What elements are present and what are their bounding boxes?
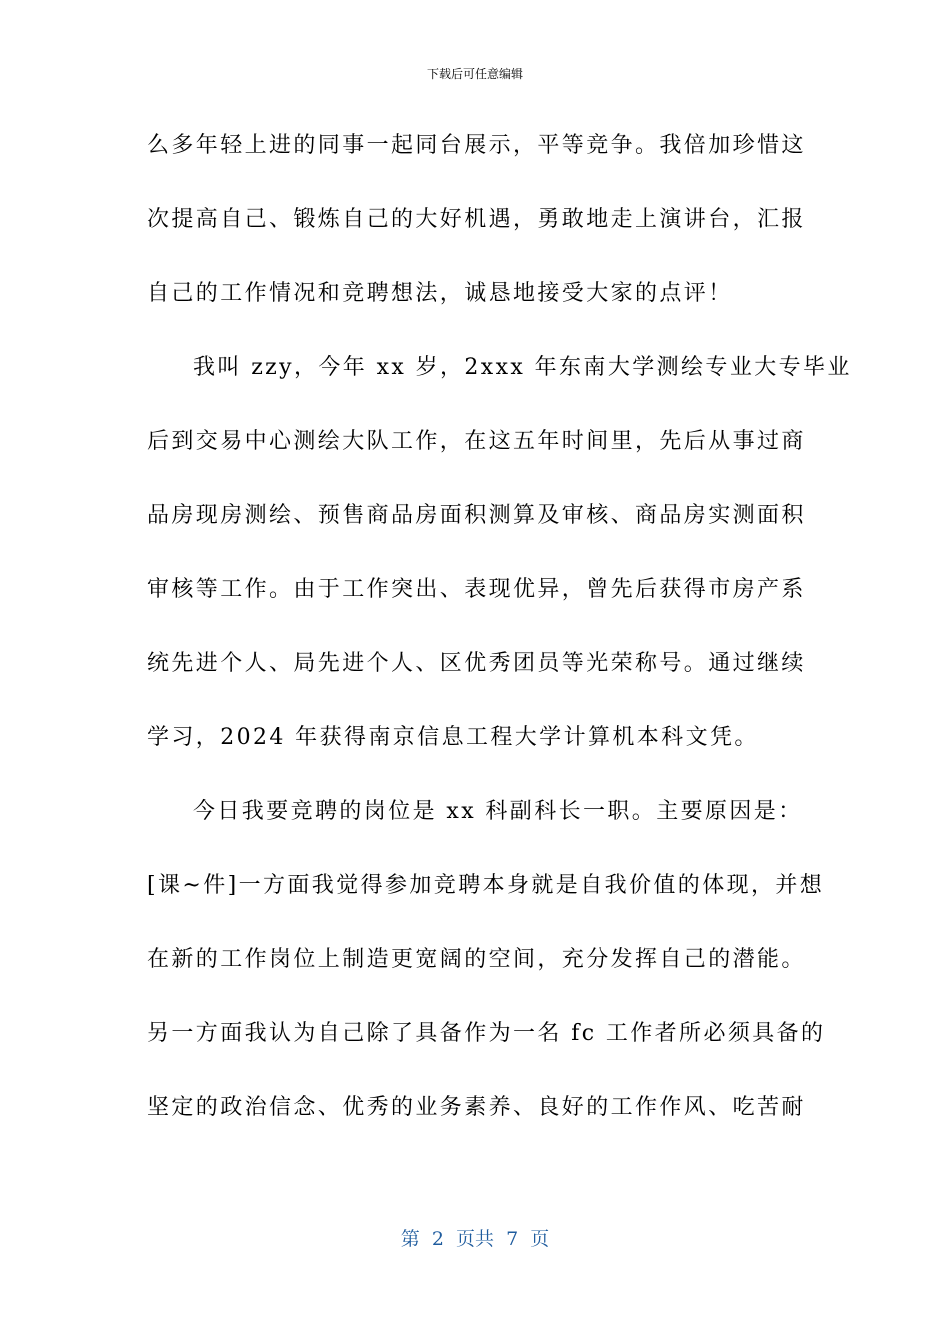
text-line: 统先进个人、局先进个人、区优秀团员等光荣称号。通过继续 (147, 651, 806, 676)
text-line: 另一方面我认为自己除了具备作为一名 fc 工作者所必须具备的 (147, 1021, 826, 1046)
text-line: 品房现房测绘、预售商品房面积测算及审核、商品房实测面积 (147, 503, 806, 528)
text-line: 学习，2024 年获得南京信息工程大学计算机本科文凭。 (147, 725, 759, 750)
text-line: [课~件]一方面我觉得参加竞聘本身就是自我价值的体现，并想 (147, 873, 825, 898)
text-line: 审核等工作。由于工作突出、表现优异，曾先后获得市房产系 (147, 577, 806, 602)
paragraph-start-line: 今日我要竞聘的岗位是 xx 科副科长一职。主要原因是： (193, 799, 803, 824)
text-line: 自己的工作情况和竞聘想法，诚恳地接受大家的点评！ (147, 281, 733, 306)
paragraph-start-line: 我叫 zzy，今年 xx 岁，2xxx 年东南大学测绘专业大专毕业 (193, 355, 852, 380)
text-line: 次提高自己、锻炼自己的大好机遇，勇敢地走上演讲台，汇报 (147, 207, 806, 232)
document-body (147, 124, 852, 1160)
page-number-footer: 第 2 页共 7 页 (400, 1228, 550, 1250)
text-line: 在新的工作岗位上制造更宽阔的空间，充分发挥自己的潜能。 (147, 947, 806, 972)
page-header: 下载后可任意编辑 (426, 67, 523, 81)
text-line: 后到交易中心测绘大队工作，在这五年时间里，先后从事过商 (147, 429, 806, 454)
text-line: 么多年轻上进的同事一起同台展示，平等竞争。我倍加珍惜这 (147, 133, 806, 158)
text-line: 坚定的政治信念、优秀的业务素养、良好的工作作风、吃苦耐 (147, 1095, 806, 1120)
